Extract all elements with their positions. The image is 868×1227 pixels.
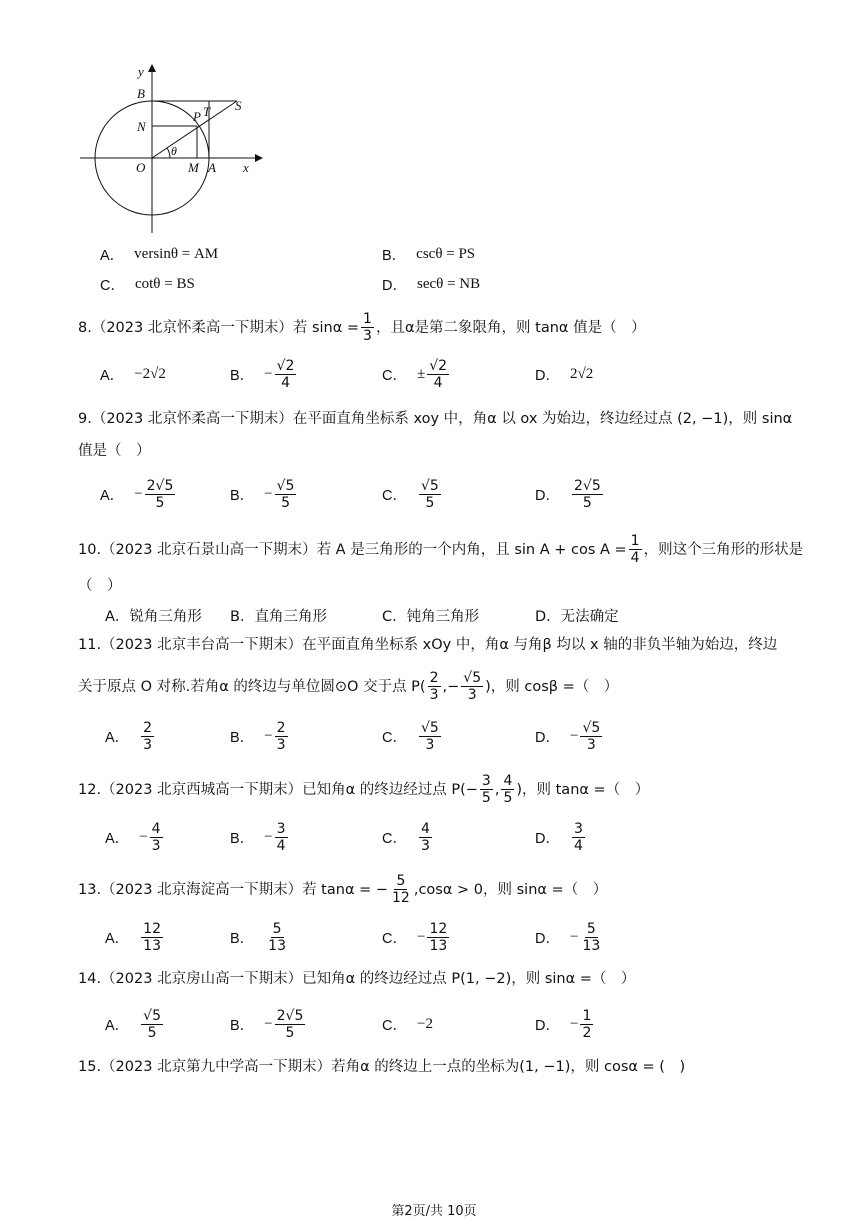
q11-point-fraction-1: [428, 670, 441, 703]
option-label: D．: [535, 1017, 560, 1034]
option-sign: −: [569, 1015, 579, 1032]
q7-option-d[interactable]: [382, 262, 480, 306]
frac-den: 5: [503, 790, 513, 806]
option-fraction: [275, 720, 288, 753]
frac-den: 5: [285, 1024, 295, 1041]
frac-num: √5: [582, 719, 601, 736]
option-label: B．: [230, 930, 255, 947]
q7-option-c[interactable]: [100, 262, 195, 306]
q11-option-c[interactable]: [382, 714, 443, 758]
q12-stem-prefix: 12.（2023 北京西城高一下期末）已知角α 的终边经过点 P(−: [78, 781, 478, 798]
frac-den: 4: [630, 550, 640, 566]
q11-option-d[interactable]: [535, 714, 604, 758]
q11-stem-suffix: )，则 cosβ =（ ）: [485, 678, 619, 695]
frac-num: 4: [151, 820, 161, 837]
q9-option-c[interactable]: [382, 472, 443, 516]
q10-stem-suffix: ，则这个三角形的形状是: [643, 541, 804, 558]
option-fraction: [141, 1008, 163, 1041]
frac-den: 12: [392, 890, 410, 906]
q9-option-b[interactable]: [230, 472, 298, 516]
frac-num: 4: [420, 820, 430, 837]
frac-num: 4: [503, 773, 513, 789]
q12-option-c[interactable]: [382, 815, 434, 859]
label-N: N: [137, 119, 146, 134]
option-label: B．: [230, 830, 255, 847]
option-label: A．: [100, 367, 125, 384]
q15-stem: 15.（2023 北京第九中学高一下期末）若角α 的终边上一点的坐标为(1, −1)，则 cosα = ( ): [78, 1059, 686, 1075]
option-label: D．: [382, 277, 407, 294]
option-label: A．: [105, 1017, 130, 1034]
q8-stem: [78, 311, 646, 344]
option-sign: −: [416, 928, 426, 945]
q12-option-b[interactable]: [230, 815, 290, 859]
option-fraction: [275, 478, 297, 511]
option-fraction: [141, 921, 163, 954]
option-sign: −: [139, 828, 148, 845]
q11-stem-prefix: 关于原点 O 对称.若角α 的终边与单位圆⊙O 交于点 P(: [78, 678, 426, 695]
option-sign: ±: [416, 365, 426, 382]
option-fraction: [572, 478, 603, 511]
q13-option-b[interactable]: [230, 915, 290, 959]
option-fraction: [419, 720, 441, 753]
q14-options: [105, 1002, 805, 1046]
q11-point-fraction-2: [461, 670, 483, 703]
frac-num: 5: [586, 920, 596, 937]
option-fraction: [275, 1008, 306, 1041]
option-fraction: [580, 720, 602, 753]
option-label: B．: [230, 487, 255, 504]
q10-stem: [78, 533, 803, 566]
q11-option-a[interactable]: [105, 714, 156, 758]
q12-options: [105, 815, 805, 859]
option-label: A．: [105, 729, 130, 746]
option-label: C．: [382, 729, 407, 746]
q12-separator: ,: [494, 781, 500, 798]
frac-num: 1: [363, 311, 372, 327]
q10-option-b[interactable]: B．直角三角形: [230, 608, 327, 625]
q14-option-b[interactable]: [230, 1002, 307, 1046]
q9-option-d[interactable]: [535, 472, 605, 516]
frac-num: 5: [272, 920, 282, 937]
q10-options: [105, 593, 805, 637]
q10-fraction: [629, 533, 642, 566]
option-label: D．: [535, 487, 560, 504]
option-fraction: [419, 478, 441, 511]
label-P: P: [193, 109, 201, 124]
frac-den: 3: [276, 736, 286, 753]
frac-den: 4: [276, 837, 286, 854]
option-text: secθ = NB: [416, 275, 481, 292]
q8-options: [100, 352, 800, 396]
q8-option-c[interactable]: [382, 352, 451, 396]
label-T: T: [203, 104, 211, 119]
option-text: versinθ = AM: [134, 245, 219, 262]
q8-fraction: [361, 311, 374, 344]
option-label: D．: [535, 830, 560, 847]
frac-num: 2: [143, 719, 153, 736]
q10-option-d[interactable]: D．无法确定: [535, 608, 619, 625]
option-text: cscθ = PS: [416, 245, 476, 262]
option-label: B．: [230, 1017, 255, 1034]
frac-num: 2: [429, 670, 439, 686]
q12-fraction-2: [501, 773, 514, 806]
q10-stem-prefix: 10.（2023 北京石景山高一下期末）若 A 是三角形的一个内角，且 sin A + cos A =: [78, 541, 627, 558]
q14-option-d[interactable]: [535, 1002, 595, 1046]
frac-den: 3: [425, 736, 435, 753]
option-fraction: [275, 821, 288, 854]
frac-num: 3: [573, 820, 583, 837]
frac-den: 4: [281, 374, 291, 391]
option-label: A．: [105, 830, 130, 847]
frac-num: 12: [429, 920, 448, 937]
option-label: D．: [535, 729, 560, 746]
frac-den: 13: [143, 937, 161, 954]
option-fraction: [580, 1008, 593, 1041]
frac-num: 3: [481, 773, 491, 789]
q9-option-a[interactable]: [100, 472, 177, 516]
q8-stem-suffix: ，且α是第二象限角，则 tanα 值是（ ）: [375, 319, 646, 336]
option-fraction: [427, 358, 449, 391]
option-sign: −: [569, 727, 579, 744]
frac-num: 12: [143, 920, 161, 937]
frac-num: 3: [276, 820, 286, 837]
q13-option-c[interactable]: [382, 915, 451, 959]
label-O: O: [136, 160, 146, 175]
q9-options: [100, 472, 800, 516]
option-label: D．: [535, 930, 560, 947]
frac-den: 4: [433, 374, 443, 391]
frac-den: 5: [582, 494, 592, 511]
frac-den: 3: [586, 736, 596, 753]
frac-num: 1: [630, 533, 640, 549]
theta-arc: [167, 148, 170, 158]
frac-num: 5: [396, 873, 406, 889]
option-label: A．: [100, 487, 125, 504]
frac-den: 5: [425, 494, 435, 511]
option-label: C．: [100, 277, 125, 294]
option-sign: −: [569, 928, 579, 945]
option-sign: −: [264, 1015, 273, 1032]
q8-option-a[interactable]: [100, 352, 166, 396]
q12-stem: [78, 773, 649, 806]
q12-fraction-1: [480, 773, 493, 806]
frac-den: 3: [467, 687, 477, 703]
q10-option-a[interactable]: A．锐角三角形: [105, 608, 202, 625]
option-label: C．: [382, 930, 407, 947]
q11-option-b[interactable]: [230, 714, 290, 758]
option-fraction: [141, 720, 154, 753]
frac-den: 3: [420, 837, 430, 854]
q13-stem-prefix: 13.（2023 北京海淀高一下期末）若 tanα = −: [78, 881, 389, 898]
option-fraction: [419, 821, 432, 854]
label-B: B: [137, 86, 145, 101]
option-label: C．: [382, 1017, 407, 1034]
page-footer: 第2页/共 10页: [391, 1204, 477, 1219]
option-sign: −: [264, 727, 273, 744]
q11-stem-line2: [78, 670, 618, 703]
option-label: A．: [105, 930, 130, 947]
label-x: x: [243, 160, 249, 175]
q12-option-a[interactable]: [105, 815, 165, 859]
option-fraction: [427, 921, 449, 954]
frac-den: 3: [151, 837, 161, 854]
q8-stem-prefix: 8.（2023 北京怀柔高一下期末）若 sinα =: [78, 319, 360, 336]
frac-num: √5: [276, 477, 295, 494]
option-sign: −: [264, 828, 273, 845]
q12-option-d[interactable]: [535, 815, 587, 859]
q9-stem-line1: 9.（2023 北京怀柔高一下期末）在平面直角坐标系 xoy 中，角α 以 ox 为始边，终边经过点 (2, −1)，则 sinα: [78, 411, 793, 427]
option-sign: −: [264, 365, 273, 382]
option-label: C．: [382, 367, 407, 384]
frac-num: 1: [582, 1007, 592, 1024]
frac-den: 4: [573, 837, 583, 854]
q8-option-b[interactable]: [230, 352, 298, 396]
option-fraction: [275, 358, 297, 391]
option-label: D．: [535, 367, 560, 384]
option-text: −2√2: [134, 365, 166, 382]
label-A: A: [208, 160, 216, 175]
frac-num: √5: [463, 670, 482, 686]
frac-den: 13: [582, 937, 601, 954]
frac-num: √2: [276, 357, 295, 374]
q13-option-d[interactable]: [535, 915, 604, 959]
label-y: y: [138, 64, 144, 79]
option-label: B．: [230, 367, 255, 384]
option-label: B．: [382, 247, 407, 264]
frac-num: 2√5: [276, 1007, 304, 1024]
x-axis-arrow: [255, 154, 263, 162]
frac-den: 3: [143, 736, 153, 753]
frac-den: 3: [363, 328, 372, 344]
q11-stem-line1: 11.（2023 北京丰台高一下期末）在平面直角坐标系 xOy 中，角α 与角β 均以 x 轴的非负半轴为始边，终边: [78, 637, 778, 653]
option-sign: −: [134, 485, 143, 502]
frac-num: √5: [143, 1007, 161, 1024]
q9-stem-line2: 值是（ ）: [78, 443, 151, 459]
q13-option-a[interactable]: [105, 915, 165, 959]
frac-num: 2√5: [573, 477, 601, 494]
y-axis-arrow: [148, 64, 156, 72]
option-fraction: [572, 821, 585, 854]
label-theta: θ: [171, 144, 177, 158]
option-label: C．: [382, 487, 407, 504]
option-sign: −: [264, 485, 273, 502]
frac-num: √5: [420, 477, 439, 494]
label-S: S: [235, 98, 242, 113]
option-label: C．: [382, 830, 407, 847]
option-fraction: [145, 478, 176, 511]
q12-stem-suffix: )，则 tanα =（ ）: [516, 781, 650, 798]
q10-stem-line2: （ ）: [78, 578, 122, 594]
option-fraction: [580, 921, 602, 954]
q14-option-c[interactable]: [382, 1002, 433, 1046]
frac-den: 5: [155, 494, 165, 511]
option-text: −2: [416, 1015, 433, 1032]
frac-den: 13: [268, 937, 286, 954]
frac-den: 5: [281, 494, 291, 511]
frac-num: √2: [429, 357, 448, 374]
q13-options: [105, 915, 805, 959]
q8-option-d[interactable]: [535, 352, 593, 396]
q11-point-separator: ,−: [442, 678, 460, 695]
q13-fraction: [390, 873, 412, 906]
frac-den: 5: [147, 1024, 157, 1041]
option-fraction: [150, 821, 163, 854]
frac-den: 5: [481, 790, 491, 806]
q7-options-row2: [100, 262, 800, 306]
q10-option-c[interactable]: C．钝角三角形: [382, 608, 480, 625]
option-label: B．: [230, 729, 255, 746]
frac-den: 2: [582, 1024, 592, 1041]
frac-num: √5: [420, 719, 439, 736]
frac-num: 2√5: [146, 477, 174, 494]
unit-circle-figure: [75, 58, 270, 238]
option-fraction: [266, 921, 288, 954]
q14-stem: 14.（2023 北京房山高一下期末）已知角α 的终边经过点 P(1, −2)，则 sinα =（ ）: [78, 971, 636, 987]
frac-num: 2: [276, 719, 286, 736]
option-label: A．: [100, 247, 125, 264]
option-text: 2√2: [569, 365, 594, 382]
frac-den: 3: [429, 687, 439, 703]
q14-option-a[interactable]: [105, 1002, 165, 1046]
q13-stem: [78, 873, 607, 906]
option-text: cotθ = BS: [134, 275, 195, 292]
q13-stem-suffix: ,cosα > 0，则 sinα =（ ）: [413, 881, 608, 898]
frac-den: 13: [429, 937, 448, 954]
q11-options: [105, 714, 805, 758]
label-M: M: [188, 160, 199, 175]
